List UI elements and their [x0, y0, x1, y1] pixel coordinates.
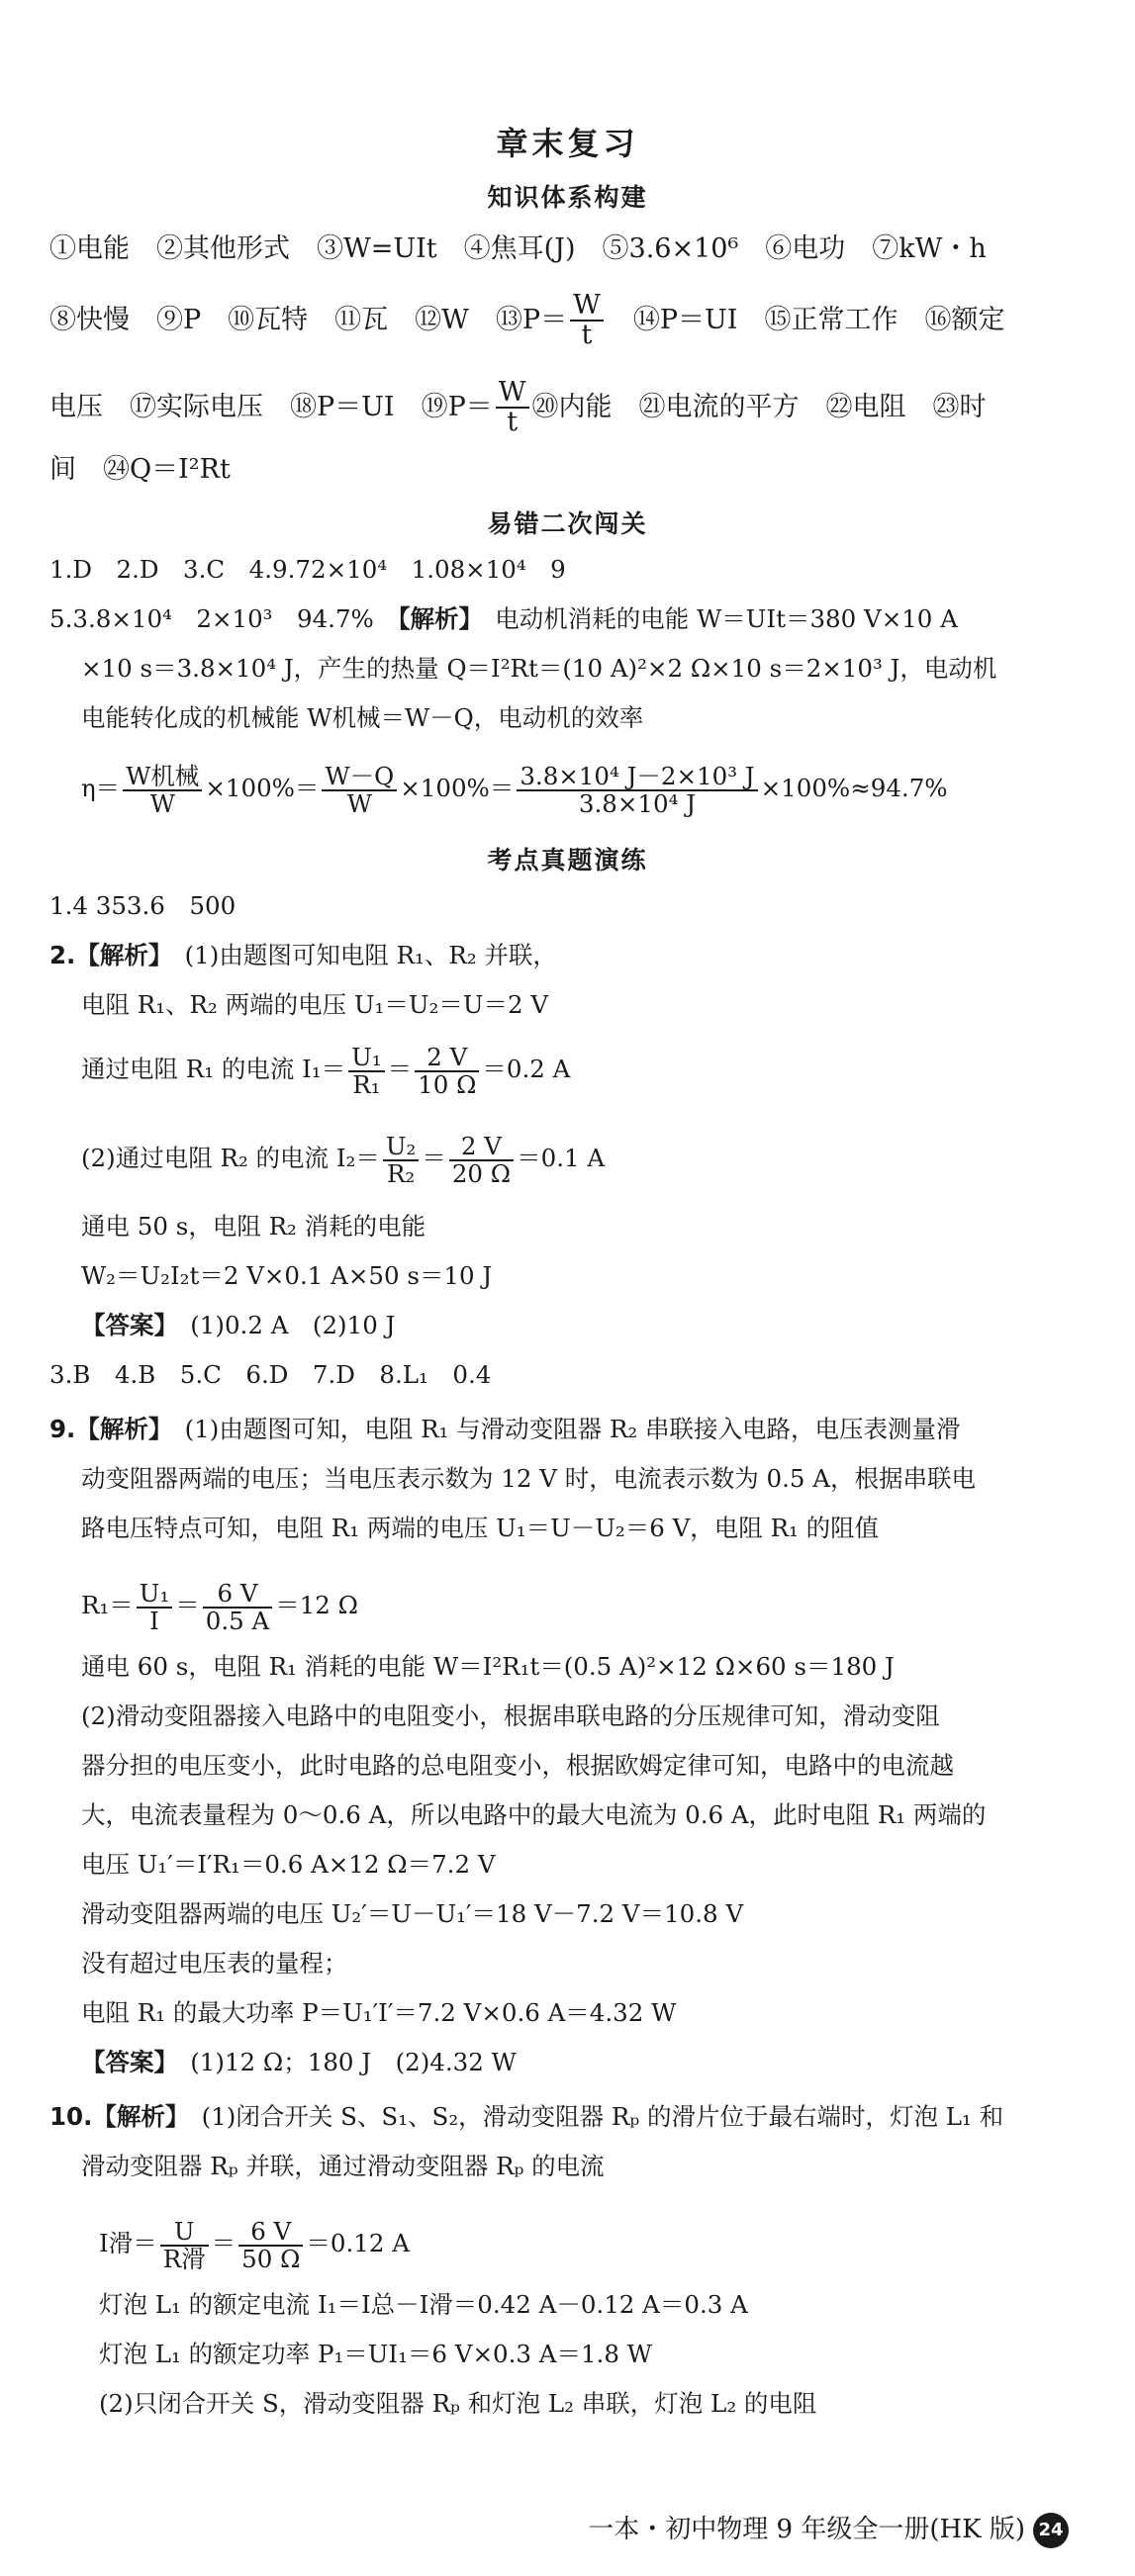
fraction-numerator: W机械 — [123, 764, 202, 791]
knowledge-line-3b: ⑳内能 ㉑电流的平方 ㉒电阻 ㉓时 — [531, 391, 987, 422]
fraction-denominator: t — [581, 320, 593, 351]
q2-line-2: 电阻 R₁、R₂ 两端的电压 U₁＝U₂＝U＝2 V — [81, 990, 549, 1019]
knowledge-line-3 — [49, 379, 1095, 437]
knowledge-line-2a: ⑧快慢 ⑨P ⑩瓦特 ⑪瓦 ⑫W ⑬P＝ — [49, 304, 568, 335]
knowledge-line-2b: ⑭P＝UI ⑮正常工作 ⑯额定 — [606, 304, 1005, 335]
fraction — [137, 1581, 172, 1633]
mistakes-line-1: 1.D 2.D 3.C 4.9.72×10⁴ 1.08×10⁴ 9 — [49, 555, 566, 584]
fraction-denominator: 50 Ω — [241, 2244, 301, 2273]
fraction-numerator: U₂ — [383, 1134, 419, 1161]
analysis-tag: 【解析】 — [92, 2102, 178, 2131]
question-number: 2. — [49, 941, 76, 969]
analysis-tag: 【解析】 — [75, 941, 161, 969]
eq-text: (2)通过电阻 R₂ 的电流 I₂＝ — [81, 1144, 380, 1173]
fraction — [160, 2219, 209, 2271]
eq-text: ＝ — [175, 1591, 200, 1620]
q9-line-2: 动变阻器两端的电压；当电压表示数为 12 V 时，电流表示数为 0.5 A，根据串联电 — [81, 1464, 976, 1493]
q9-line-3: 路电压特点可知，电阻 R₁ 两端的电压 U₁＝U－U₂＝6 V，电阻 R₁ 的阻值 — [81, 1514, 880, 1542]
eq-text: ＝0.1 A — [517, 1144, 606, 1173]
eq-text: ＝ — [211, 2229, 236, 2258]
question-number: 10. — [49, 2102, 93, 2131]
answer-text: (1)0.2 A (2)10 J — [165, 1311, 396, 1339]
fraction-w-over-t — [496, 379, 529, 437]
fraction — [322, 764, 397, 816]
fraction — [415, 1045, 479, 1097]
answer-tag: 【答案】 — [81, 2048, 166, 2076]
q2-line-6: W₂＝U₂I₂t＝2 V×0.1 A×50 s＝10 J — [81, 1261, 493, 1290]
section-heading-exam: 考点真题演练 — [487, 846, 648, 874]
q2-line-1 — [49, 936, 1095, 975]
q9-line-10: 滑动变阻器两端的电压 U₂′＝U－U₁′＝18 V－7.2 V＝10.8 V — [81, 1899, 744, 1928]
page-footer — [0, 2510, 1069, 2549]
fraction-numerator: 3.8×10⁴ J－2×10³ J — [517, 764, 757, 791]
answer-text: (1)闭合开关 S、S₁、S₂，滑动变阻器 Rₚ 的滑片位于最右端时，灯泡 L₁ 和 — [177, 2102, 1004, 2131]
analysis-tag: 【解析】 — [75, 1415, 161, 1443]
q9-line-6: (2)滑动变阻器接入电路中的电阻变小，根据串联电路的分压规律可知，滑动变阻 — [81, 1702, 940, 1730]
eq-text: ＝ — [387, 1055, 413, 1084]
eq-text: ＝ — [422, 1144, 446, 1173]
eq-text: η＝ — [81, 774, 121, 803]
fraction-denominator: 3.8×10⁴ J — [578, 788, 697, 818]
eq-text: I滑＝ — [99, 2229, 157, 2258]
knowledge-line-4: 间 ㉔Q＝I²Rt — [49, 454, 231, 485]
page-number-badge: 24 — [1033, 2513, 1069, 2548]
fraction — [203, 1581, 272, 1633]
fraction-numerator: U — [160, 2219, 209, 2247]
q2-current-i1 — [81, 1045, 1095, 1097]
mistakes-line-4: 电能转化成的机械能 W机械＝W－Q，电动机的效率 — [81, 703, 644, 732]
eq-text: ×100%＝ — [400, 774, 515, 803]
eq-text: ＝0.2 A — [482, 1055, 571, 1084]
fraction-denominator: 0.5 A — [205, 1606, 270, 1635]
q2-line-5: 通电 50 s，电阻 R₂ 消耗的电能 — [81, 1212, 426, 1241]
q10-current-slider — [99, 2219, 1095, 2271]
fraction-numerator: W — [496, 379, 529, 409]
q10-line-5: 灯泡 L₁ 的额定功率 P₁＝UI₁＝6 V×0.3 A＝1.8 W — [99, 2340, 652, 2368]
answer-text: (1)由题图可知电阻 R₁、R₂ 并联， — [160, 941, 557, 969]
fraction-w-over-t — [570, 292, 604, 350]
q9-line-8: 大，电流表量程为 0～0.6 A，所以电路中的最大电流为 0.6 A，此时电阻 R₁ 两端的 — [81, 1800, 987, 1829]
page-title: 章末复习 — [496, 125, 639, 162]
answer-text: 电动机消耗的电能 W＝UIt＝380 V×10 A — [470, 604, 958, 633]
q2-answer — [81, 1306, 1095, 1345]
fraction — [449, 1134, 514, 1186]
q9-line-12: 电阻 R₁ 的最大功率 P＝U₁′I′＝7.2 V×0.6 A＝4.32 W — [81, 1998, 677, 2027]
fraction-numerator: 6 V — [203, 1581, 272, 1609]
fraction — [517, 764, 757, 816]
eq-text: 通过电阻 R₁ 的电流 I₁＝ — [81, 1055, 346, 1084]
fraction-denominator: R₂ — [386, 1158, 416, 1188]
mistakes-line-3: ×10 s＝3.8×10⁴ J，产生的热量 Q＝I²Rt＝(10 A)²×2 Ω×10 s＝2×10³ J，电动机 — [81, 654, 997, 683]
footer-book-title: 一本・初中物理 9 年级全一册(HK 版) — [588, 2515, 1025, 2544]
answer-tag: 【答案】 — [81, 1311, 166, 1339]
fraction-numerator: U₁ — [348, 1045, 384, 1072]
q9-line-7: 器分担的电压变小，此时电路的总电阻变小，根据欧姆定律可知，电路中的电流越 — [81, 1751, 954, 1780]
fraction — [123, 764, 202, 816]
q9-line-1 — [49, 1410, 1095, 1449]
fraction-numerator: 2 V — [415, 1045, 479, 1072]
q9-line-5: 通电 60 s，电阻 R₁ 消耗的电能 W＝I²R₁t＝(0.5 A)²×12 Ω×60 s＝180 J — [81, 1652, 895, 1681]
section-heading-mistakes: 易错二次闯关 — [487, 509, 648, 538]
q9-resistance-r1 — [81, 1581, 1095, 1633]
eq-text: R₁＝ — [81, 1591, 134, 1620]
q3-to-q8-answers: 3.B 4.B 5.C 6.D 7.D 8.L₁ 0.4 — [49, 1360, 492, 1389]
section-heading-knowledge: 知识体系构建 — [487, 183, 648, 212]
answer-text: (1)由题图可知，电阻 R₁ 与滑动变阻器 R₂ 串联接入电路，电压表测量滑 — [160, 1415, 961, 1443]
knowledge-line-1: ①电能 ②其他形式 ③W=UIt ④焦耳(J) ⑤3.6×10⁶ ⑥电功 ⑦kW・h — [49, 233, 987, 264]
fraction-numerator: U₁ — [137, 1581, 172, 1609]
q10-line-1 — [49, 2097, 1095, 2137]
mistakes-line-2 — [49, 599, 1095, 639]
q9-line-11: 没有超过电压表的量程； — [81, 1949, 348, 1978]
fraction-denominator: t — [507, 407, 519, 438]
fraction-numerator: 2 V — [449, 1134, 514, 1161]
q1-answer: 1.4 353.6 500 — [49, 891, 236, 920]
fraction — [383, 1134, 419, 1186]
eq-text: ×100%≈94.7% — [760, 774, 948, 803]
question-number: 9. — [49, 1415, 76, 1443]
analysis-tag: 【解析】 — [398, 604, 471, 633]
knowledge-line-2 — [49, 292, 1095, 350]
q10-line-6: (2)只闭合开关 S，滑动变阻器 Rₚ 和灯泡 L₂ 串联，灯泡 L₂ 的电阻 — [99, 2389, 817, 2418]
answer-text: 5.3.8×10⁴ 2×10³ 94.7% — [49, 604, 399, 633]
fraction-denominator: W — [346, 788, 372, 818]
q9-answer — [81, 2043, 1095, 2082]
efficiency-equation — [81, 764, 1095, 816]
fraction-denominator: R₁ — [352, 1069, 381, 1099]
answer-text: (1)12 Ω；180 J (2)4.32 W — [165, 2048, 517, 2076]
q9-line-9: 电压 U₁′＝I′R₁＝0.6 A×12 Ω＝7.2 V — [81, 1850, 496, 1879]
eq-text: ＝0.12 A — [306, 2229, 410, 2258]
knowledge-line-3a: 电压 ⑰实际电压 ⑱P＝UI ⑲P＝ — [49, 391, 493, 422]
fraction-numerator: 6 V — [238, 2219, 303, 2247]
fraction-denominator: I — [149, 1606, 159, 1635]
fraction-denominator: 20 Ω — [451, 1158, 512, 1188]
q2-current-i2 — [81, 1134, 1095, 1186]
eq-text: ×100%＝ — [205, 774, 320, 803]
fraction-denominator: 10 Ω — [418, 1069, 477, 1099]
fraction-numerator: W — [570, 292, 604, 322]
fraction-numerator: W－Q — [322, 764, 397, 791]
q10-line-2: 滑动变阻器 Rₚ 并联，通过滑动变阻器 Rₚ 的电流 — [81, 2152, 605, 2180]
eq-text: ＝12 Ω — [275, 1591, 358, 1620]
fraction — [238, 2219, 303, 2271]
fraction-denominator: W — [149, 788, 175, 818]
fraction-denominator: R滑 — [162, 2244, 206, 2273]
fraction — [348, 1045, 384, 1097]
q10-line-4: 灯泡 L₁ 的额定电流 I₁＝I总－I滑＝0.42 A－0.12 A＝0.3 A — [99, 2290, 748, 2319]
